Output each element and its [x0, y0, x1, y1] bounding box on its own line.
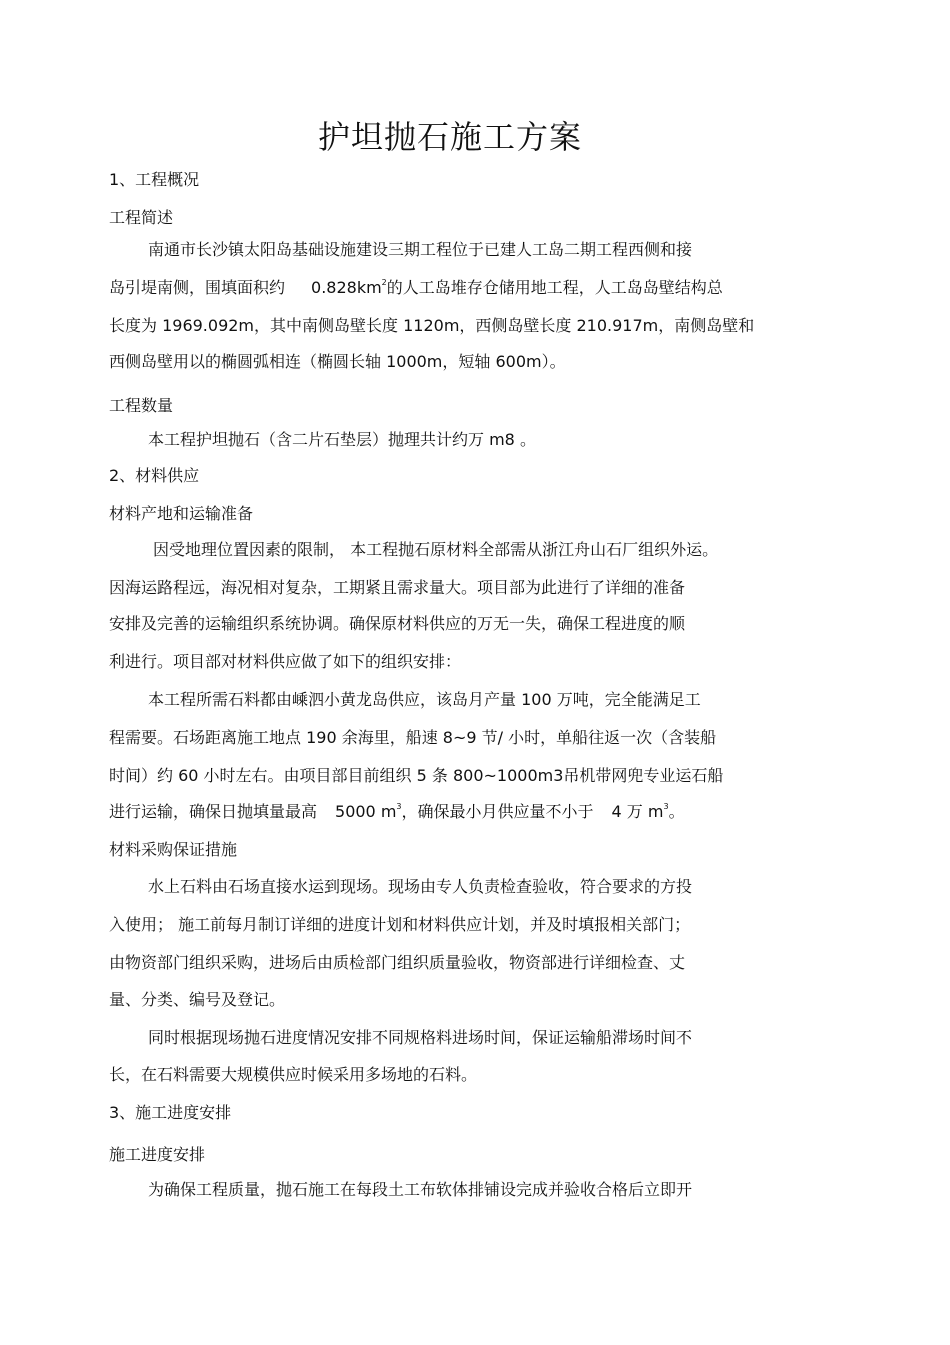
paragraph-line: 本工程护坦抛石（含二片石垫层）抛理共计约万 m8 。	[148, 430, 536, 449]
paragraph-line: 因海运路程远，海况相对复杂，工期紧且需求量大。项目部为此进行了详细的准备	[109, 578, 686, 597]
paragraph-line: 同时根据现场抛石进度情况安排不同规格料进场时间，保证运输船滞场时间不	[148, 1028, 693, 1047]
paragraph-line: 量、分类、编号及登记。	[109, 990, 286, 1009]
paragraph-line: 利进行。项目部对材料供应做了如下的组织安排：	[109, 652, 462, 671]
subheading-overview: 工程简述	[109, 208, 174, 227]
paragraph-line: 因受地理位置因素的限制， 本工程抛石原材料全部需从浙江舟山石厂组织外运。	[153, 540, 719, 559]
subheading-schedule: 施工进度安排	[109, 1145, 206, 1164]
paragraph-line: 西侧岛壁用以的椭圆弧相连（椭圆长轴 1000m，短轴 600m）。	[109, 352, 566, 371]
paragraph-line: 入使用； 施工前每月制订详细的进度计划和材料供应计划，并及时填报相关部门；	[109, 915, 691, 934]
section-heading-2: 2、材料供应	[109, 466, 200, 485]
paragraph-line: 程需要。石场距离施工地点 190 余海里，船速 8~9 节/ 小时，单船往返一次（含装船	[109, 728, 717, 747]
paragraph-line: 岛引堤南侧，围填面积约 $0.828km^2$的人工岛堆存仓储用地工程，人工岛岛壁结构总	[109, 277, 723, 297]
section-heading-1: 1、工程概况	[109, 170, 200, 189]
subheading-material-source: 材料产地和运输准备	[109, 504, 254, 523]
subheading-procurement: 材料采购保证措施	[109, 840, 238, 859]
paragraph-line: 长度为 1969.092m，其中南侧岛壁长度 1120m，西侧岛壁长度 210.917m，南侧岛壁和	[109, 316, 755, 335]
paragraph-line: 长，在石料需要大规模供应时候采用多场地的石料。	[109, 1065, 478, 1084]
subheading-quantity: 工程数量	[109, 396, 174, 415]
paragraph-line: 为确保工程质量，抛石施工在每段土工布软体排铺设完成并验收合格后立即开	[148, 1180, 693, 1199]
paragraph-line: 进行运输，确保日抛填量最高 5000 $m^3$，确保最小月供应量不小于 4 万 $m^3$。	[109, 801, 685, 821]
page-title: 护坦抛石施工方案	[317, 118, 582, 156]
paragraph-line: 水上石料由石场直接水运到现场。现场由专人负责检查验收，符合要求的方投	[148, 877, 693, 896]
paragraph-line: 南通市长沙镇太阳岛基础设施建设三期工程位于已建人工岛二期工程西侧和接	[148, 240, 693, 259]
paragraph-line: 本工程所需石料都由嵊泗小黄龙岛供应，该岛月产量 100 万吨，完全能满足工	[148, 690, 701, 709]
section-heading-3: 3、施工进度安排	[109, 1103, 232, 1122]
paragraph-line: 由物资部门组织采购，进场后由质检部门组织质量验收，物资部进行详细检查、丈	[109, 953, 686, 972]
paragraph-line: 安排及完善的运输组织系统协调。确保原材料供应的万无一失，确保工程进度的顺	[109, 614, 686, 633]
paragraph-line: 时间）约 60 小时左右。由项目部目前组织 5 条 800~1000m3吊机带网兜专业运石船	[109, 766, 724, 785]
